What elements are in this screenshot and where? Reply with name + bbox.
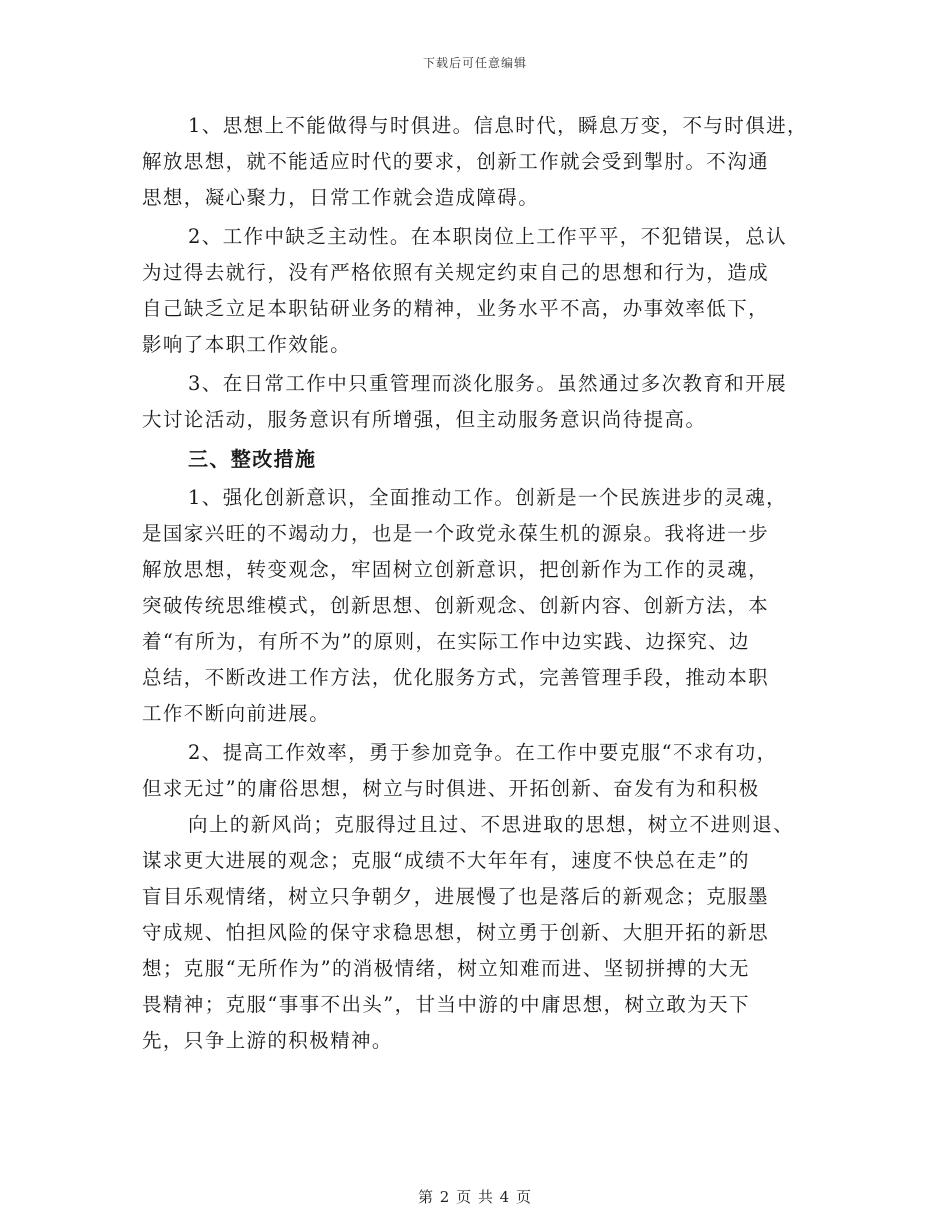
text-line: 为过得去就行，没有严格依照有关规定约束自己的思想和行为，造成 — [142, 261, 770, 284]
section-heading: 三、整改措施 — [188, 447, 317, 471]
text-line: 影响了本职工作效能。 — [142, 333, 352, 356]
text-line: 大讨论活动，服务意识有所增强，但主动服务意识尚待提高。 — [142, 408, 707, 431]
text-line: 向上的新风尚；克服得过且过、不思进取的思想，树立不进则退、 — [188, 813, 795, 836]
header-note: 下载后可任意编辑 — [422, 56, 527, 70]
text-line: 2、工作中缺乏主动性。在本职岗位上工作平平，不犯错误，总认 — [188, 225, 788, 248]
text-line: 3、在日常工作中只重管理而淡化服务。虽然通过多次教育和开展 — [188, 372, 788, 395]
text-line: 工作不断向前进展。 — [142, 702, 331, 725]
text-line: 解放思想，就不能适应时代的要求，创新工作就会受到掣肘。不沟通 — [142, 150, 770, 173]
text-line: 自己缺乏立足本职钻研业务的精神，业务水平不高，办事效率低下， — [142, 297, 770, 320]
text-line: 着“有所为，有所不为”的原则，在实际工作中边实践、边探究、边 — [142, 630, 750, 653]
paragraph-1 — [142, 108, 822, 216]
page-number: 第 2 页 共 4 页 — [418, 1188, 532, 1206]
text-line: 守成规、怕担风险的保守求稳思想，树立勇于创新、大胆开拓的新思 — [142, 921, 770, 944]
text-line: 想；克服“无所作为”的消极情绪，树立知难而进、坚韧拼搏的大无 — [142, 957, 750, 980]
text-line: 盲目乐观情绪，树立只争朝夕，进展慢了也是落后的新观念；克服墨 — [142, 885, 770, 908]
text-line: 2、提高工作效率，勇于参加竞争。在工作中要克服“不求有功， — [188, 741, 778, 764]
text-line: 思想，凝心聚力，日常工作就会造成障碍。 — [142, 186, 540, 209]
text-line: 突破传统思维模式，创新思想、创新观念、创新内容、创新方法，本 — [142, 594, 770, 617]
text-line: 是国家兴旺的不竭动力，也是一个政党永葆生机的源泉。我将进一步 — [142, 522, 770, 545]
paragraph-3 — [142, 366, 822, 438]
text-line: 谋求更大进展的观念；克服“成绩不大年年有，速度不快总在走”的 — [142, 849, 750, 872]
text-line: 但求无过”的庸俗思想，树立与时俱进、开拓创新、奋发有为和积极 — [142, 777, 760, 800]
paragraph-4 — [142, 480, 822, 732]
text-line: 1、思想上不能做得与时俱进。信息时代，瞬息万变，不与时俱进， — [188, 114, 808, 137]
paragraph-5 — [142, 735, 822, 1059]
document-body — [142, 108, 822, 1062]
text-line: 总结，不断改进工作方法，优化服务方式，完善管理手段，推动本职 — [142, 666, 770, 689]
text-line: 1、强化创新意识，全面推动工作。创新是一个民族进步的灵魂， — [188, 486, 788, 509]
text-line: 畏精神；克服“事事不出头”，甘当中游的中庸思想，树立敢为天下 — [142, 993, 750, 1016]
paragraph-2 — [142, 219, 822, 363]
text-line: 先，只争上游的积极精神。 — [142, 1029, 393, 1052]
text-line: 解放思想，转变观念，牢固树立创新意识，把创新作为工作的灵魂， — [142, 558, 770, 581]
